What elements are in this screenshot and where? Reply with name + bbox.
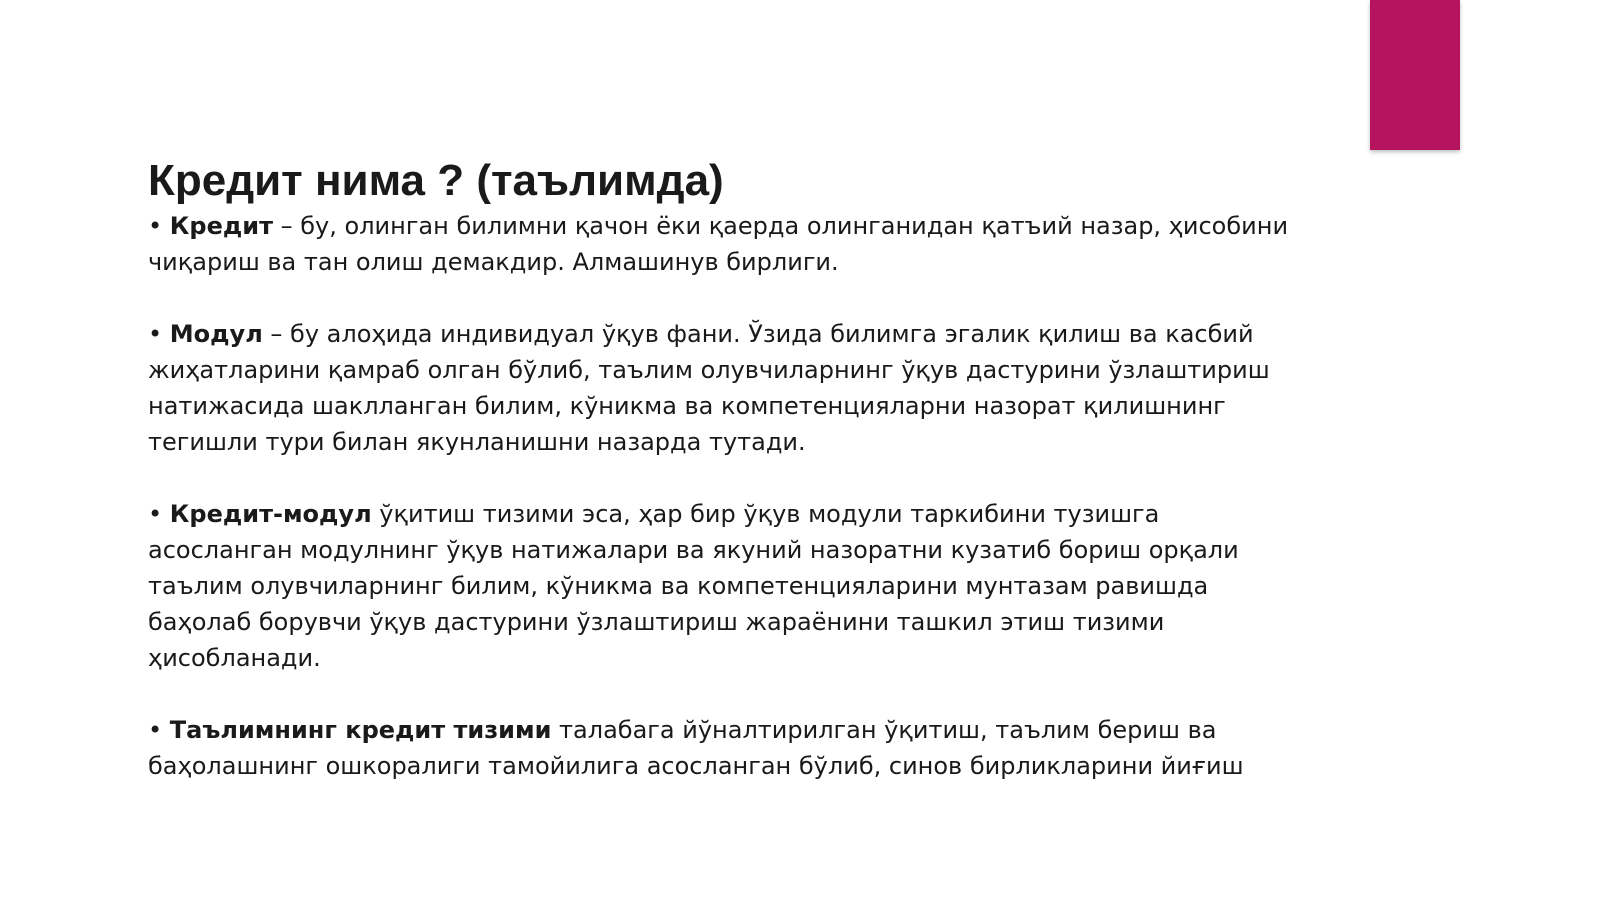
bullet-text: – бу, олинган билимни қачон ёки қаерда олинганидан қатъий назар, ҳисобини чиқариш ва тан олиш демакдир. Алмашинув бирлиги. xyxy=(148,212,1289,276)
bullet-marker: • xyxy=(148,500,170,528)
bullet-credit xyxy=(148,208,1298,280)
accent-bar xyxy=(1370,0,1460,150)
bullet-module xyxy=(148,316,1298,460)
bullet-term: Кредит xyxy=(169,212,273,240)
bullet-term: Таълимнинг кредит тизими xyxy=(169,716,552,744)
bullet-marker: • xyxy=(148,716,170,744)
slide-content xyxy=(148,208,1298,820)
bullet-text: талабага йўналтирилган ўқитиш, таълим бериш ва баҳолашнинг ошкоралиги тамойилига асосланган бўлиб, синов бирликларини йиғиш xyxy=(148,716,1244,780)
slide-title: Кредит нима ? (таълимда) xyxy=(148,156,724,205)
bullet-text: ўқитиш тизими эса, ҳар бир ўқув модули таркибини тузишга асосланган модулнинг ўқув натижалари ва якуний назоратни кузатиб бориш орқали таълим олувчиларнинг билим, кўникма ва компетенцияларини мунтазам равишда баҳолаб борувчи ўқув дастурини ўзлаштириш жараёнини ташкил этиш тизими ҳисобланади. xyxy=(148,500,1239,672)
bullet-text: – бу алоҳида индивидуал ўқув фани. Ўзида билимга эгалик қилиш ва касбий жиҳатларини қамраб олган бўлиб, таълим олувчиларнинг ўқув дастурини ўзлаштириш натижасида шаклланган билим, кўникма ва компетенцияларни назорат қилишнинг тегишли тури билан якунланишни назарда тутади. xyxy=(148,320,1270,456)
bullet-marker: • xyxy=(148,320,170,348)
bullet-credit-module xyxy=(148,496,1298,676)
bullet-marker: • xyxy=(148,212,170,240)
bullet-term: Модул xyxy=(169,320,263,348)
bullet-term: Кредит-модул xyxy=(169,500,372,528)
bullet-credit-system xyxy=(148,712,1298,784)
